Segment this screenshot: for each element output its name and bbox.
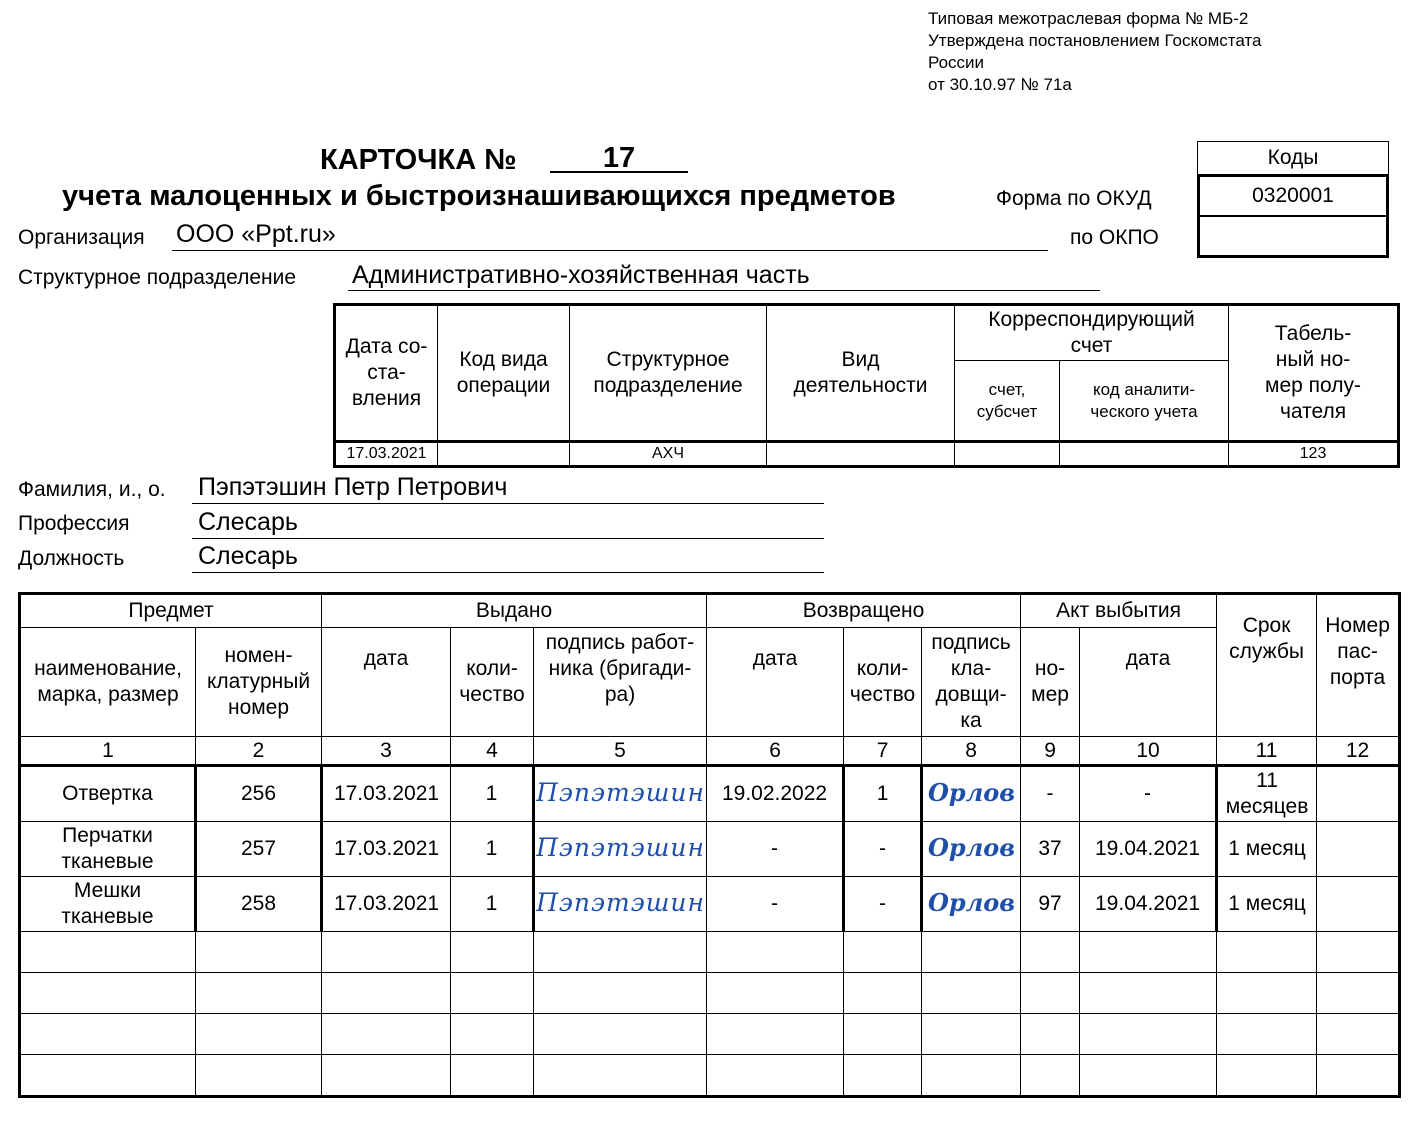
- empty-cell[interactable]: [322, 1055, 451, 1097]
- table-row: [20, 766, 1400, 822]
- empty-cell[interactable]: [451, 932, 534, 973]
- empty-cell[interactable]: [1317, 932, 1400, 973]
- row-passport[interactable]: [1317, 766, 1400, 822]
- sub-name: наименование, марка, размер: [20, 628, 196, 737]
- row-act-date[interactable]: 19.04.2021: [1080, 877, 1217, 932]
- row-nomen[interactable]: 256: [196, 766, 322, 822]
- row-returned-sign[interactable]: [922, 877, 1021, 932]
- group-item: Предмет: [20, 594, 322, 628]
- row-nomen[interactable]: 257: [196, 822, 322, 877]
- empty-cell[interactable]: [451, 1014, 534, 1055]
- approval-line: Утверждена постановлением Госкомстата: [928, 31, 1262, 50]
- row-passport[interactable]: [1317, 822, 1400, 877]
- group-service: Срок службы: [1217, 594, 1317, 737]
- items-table: [18, 592, 1401, 1098]
- okud-value[interactable]: 0320001: [1252, 184, 1334, 207]
- card-number[interactable]: 17: [602, 142, 636, 174]
- row-returned-date[interactable]: -: [707, 822, 844, 877]
- col-number: 10: [1080, 737, 1217, 766]
- empty-row: [20, 973, 1400, 1014]
- row-act-date[interactable]: -: [1080, 766, 1217, 822]
- operation-table: [333, 303, 1400, 468]
- empty-cell[interactable]: [451, 1055, 534, 1097]
- codes-box: [1197, 174, 1389, 258]
- sub-issued-sign: подпись работ- ника (бригади- ра): [534, 628, 707, 737]
- row-issued-qty[interactable]: 1: [451, 766, 534, 822]
- cell-account[interactable]: [955, 442, 1060, 467]
- row-issued-sign[interactable]: [534, 766, 707, 822]
- okpo-label: по ОКПО: [1070, 226, 1159, 249]
- cell-date[interactable]: 17.03.2021: [335, 442, 438, 467]
- empty-cell[interactable]: [922, 1014, 1021, 1055]
- group-passport: Номер пас- порта: [1317, 594, 1400, 737]
- row-passport[interactable]: [1317, 877, 1400, 932]
- profession-value[interactable]: Слесарь: [198, 508, 298, 536]
- position-underline: [192, 572, 824, 573]
- empty-cell[interactable]: [534, 932, 707, 973]
- empty-cell[interactable]: [1021, 973, 1080, 1014]
- row-returned-qty[interactable]: -: [844, 822, 922, 877]
- name-label: Фамилия, и., о.: [18, 478, 166, 501]
- signature: Орлов: [928, 888, 1016, 917]
- empty-cell[interactable]: [707, 932, 844, 973]
- empty-row: [20, 932, 1400, 973]
- sub-nomen: номен- клатурный номер: [196, 628, 322, 737]
- sub-issued-qty: коли- чество: [451, 628, 534, 737]
- empty-cell[interactable]: [1317, 1014, 1400, 1055]
- empty-cell[interactable]: [844, 973, 922, 1014]
- signature: Пэпэтэшин: [536, 778, 705, 807]
- empty-cell[interactable]: [1080, 973, 1217, 1014]
- row-service[interactable]: 1 месяц: [1217, 877, 1317, 932]
- form-header-note: [928, 8, 1261, 96]
- cell-tab-number[interactable]: 123: [1229, 442, 1399, 467]
- organization-label: Организация: [18, 226, 145, 249]
- header-corr-account: Корреспондирующий счет: [955, 305, 1229, 361]
- col-number: 2: [196, 737, 322, 766]
- division-underline: [348, 290, 1100, 291]
- group-returned: Возвращено: [707, 594, 1021, 628]
- empty-cell[interactable]: [1021, 1014, 1080, 1055]
- position-value[interactable]: Слесарь: [198, 542, 298, 570]
- form-type-line: Типовая межотраслевая форма № МБ-2: [928, 9, 1249, 28]
- row-name[interactable]: Перчатки тканевые: [20, 822, 196, 877]
- empty-cell[interactable]: [451, 973, 534, 1014]
- row-returned-sign[interactable]: [922, 766, 1021, 822]
- division-label: Структурное подразделение: [18, 266, 297, 289]
- profession-label: Профессия: [18, 512, 130, 535]
- row-nomen[interactable]: 258: [196, 877, 322, 932]
- empty-cell[interactable]: [1317, 1055, 1400, 1097]
- empty-cell[interactable]: [1217, 973, 1317, 1014]
- col-number: 6: [707, 737, 844, 766]
- empty-cell[interactable]: [534, 973, 707, 1014]
- position-label: Должность: [18, 547, 125, 570]
- row-issued-date[interactable]: 17.03.2021: [322, 766, 451, 822]
- empty-cell[interactable]: [20, 973, 196, 1014]
- row-returned-qty[interactable]: -: [844, 877, 922, 932]
- row-act-number[interactable]: 37: [1021, 822, 1080, 877]
- empty-row: [20, 1055, 1400, 1097]
- name-underline: [192, 503, 824, 504]
- col-number: 12: [1317, 737, 1400, 766]
- codes-block: [1197, 141, 1389, 258]
- empty-cell[interactable]: [1217, 1055, 1317, 1097]
- cell-division[interactable]: АХЧ: [570, 442, 767, 467]
- division-value[interactable]: Административно-хозяйственная часть: [352, 261, 810, 289]
- row-issued-qty[interactable]: 1: [451, 877, 534, 932]
- okpo-value[interactable]: [1200, 215, 1386, 255]
- signature: Пэпэтэшин: [536, 833, 705, 862]
- empty-cell[interactable]: [322, 973, 451, 1014]
- name-value[interactable]: Пэпэтэшин Петр Петрович: [198, 473, 508, 501]
- table-row: [20, 822, 1400, 877]
- sub-returned-qty: коли- чество: [844, 628, 922, 737]
- group-issued: Выдано: [322, 594, 707, 628]
- empty-cell[interactable]: [844, 932, 922, 973]
- cell-op-code[interactable]: [438, 442, 570, 467]
- signature: Пэпэтэшин: [536, 888, 705, 917]
- empty-cell[interactable]: [196, 973, 322, 1014]
- row-returned-sign[interactable]: [922, 822, 1021, 877]
- row-issued-qty[interactable]: 1: [451, 822, 534, 877]
- row-service[interactable]: 11 месяцев: [1217, 766, 1317, 822]
- row-returned-date[interactable]: 19.02.2022: [707, 766, 844, 822]
- approval-country-line: России: [928, 53, 985, 72]
- empty-cell[interactable]: [1217, 1014, 1317, 1055]
- empty-cell[interactable]: [1080, 1055, 1217, 1097]
- col-number: 9: [1021, 737, 1080, 766]
- empty-cell[interactable]: [1217, 932, 1317, 973]
- row-service[interactable]: 1 месяц: [1217, 822, 1317, 877]
- header-tab-number: Табель- ный но- мер полу- чателя: [1229, 305, 1399, 442]
- col-number: 4: [451, 737, 534, 766]
- row-issued-sign[interactable]: [534, 822, 707, 877]
- okud-label: Форма по ОКУД: [996, 187, 1152, 210]
- empty-cell[interactable]: [707, 1055, 844, 1097]
- empty-cell[interactable]: [1080, 1014, 1217, 1055]
- col-number: 5: [534, 737, 707, 766]
- header-op-code: Код вида операции: [438, 305, 570, 442]
- row-act-number[interactable]: -: [1021, 766, 1080, 822]
- empty-cell[interactable]: [844, 1055, 922, 1097]
- empty-row: [20, 1014, 1400, 1055]
- empty-cell[interactable]: [707, 1014, 844, 1055]
- empty-cell[interactable]: [196, 932, 322, 973]
- header-analytic: код аналити- ческого учета: [1060, 361, 1229, 442]
- empty-cell[interactable]: [1080, 932, 1217, 973]
- empty-cell[interactable]: [20, 1055, 196, 1097]
- empty-cell[interactable]: [707, 973, 844, 1014]
- sub-returned-sign: подпись кла- довщи- ка: [922, 628, 1021, 737]
- empty-cell[interactable]: [322, 932, 451, 973]
- empty-cell[interactable]: [1317, 973, 1400, 1014]
- row-name[interactable]: Мешки тканевые: [20, 877, 196, 932]
- card-title: КАРТОЧКА №: [320, 144, 517, 176]
- signature: Орлов: [928, 833, 1016, 862]
- cell-activity[interactable]: [767, 442, 955, 467]
- signature: Орлов: [928, 778, 1016, 807]
- organization-value[interactable]: ООО «Ppt.ru»: [176, 220, 336, 248]
- codes-header: Коды: [1197, 141, 1389, 174]
- cell-analytic[interactable]: [1060, 442, 1229, 467]
- col-number: 3: [322, 737, 451, 766]
- group-writeoff: Акт выбытия: [1021, 594, 1217, 628]
- col-number: 7: [844, 737, 922, 766]
- row-act-number[interactable]: 97: [1021, 877, 1080, 932]
- header-activity: Вид деятельности: [767, 305, 955, 442]
- approval-date-line: от 30.10.97 № 71а: [928, 75, 1072, 94]
- header-account: счет, субсчет: [955, 361, 1060, 442]
- sub-issued-date: дата: [322, 628, 451, 737]
- sub-returned-date: дата: [707, 628, 844, 737]
- empty-cell[interactable]: [534, 1014, 707, 1055]
- col-number: 1: [20, 737, 196, 766]
- sub-act-number: но- мер: [1021, 628, 1080, 737]
- empty-cell[interactable]: [1021, 1055, 1080, 1097]
- empty-cell[interactable]: [196, 1014, 322, 1055]
- row-issued-date[interactable]: 17.03.2021: [322, 822, 451, 877]
- header-division: Структурное подразделение: [570, 305, 767, 442]
- empty-cell[interactable]: [922, 932, 1021, 973]
- row-issued-date[interactable]: 17.03.2021: [322, 877, 451, 932]
- row-returned-date[interactable]: -: [707, 877, 844, 932]
- empty-cell[interactable]: [922, 1055, 1021, 1097]
- profession-underline: [192, 538, 824, 539]
- card-subtitle: учета малоценных и быстроизнашивающихся предметов: [62, 180, 896, 212]
- row-name[interactable]: Отвертка: [20, 766, 196, 822]
- table-row: [20, 877, 1400, 932]
- empty-cell[interactable]: [322, 1014, 451, 1055]
- empty-cell[interactable]: [844, 1014, 922, 1055]
- col-number: 11: [1217, 737, 1317, 766]
- row-issued-sign[interactable]: [534, 877, 707, 932]
- empty-cell[interactable]: [20, 1014, 196, 1055]
- empty-cell[interactable]: [196, 1055, 322, 1097]
- header-date: Дата со- ста- вления: [335, 305, 438, 442]
- empty-cell[interactable]: [20, 932, 196, 973]
- row-returned-qty[interactable]: 1: [844, 766, 922, 822]
- col-number: 8: [922, 737, 1021, 766]
- empty-cell[interactable]: [534, 1055, 707, 1097]
- sub-act-date: дата: [1080, 628, 1217, 737]
- row-act-date[interactable]: 19.04.2021: [1080, 822, 1217, 877]
- organization-underline: [172, 250, 1048, 251]
- empty-cell[interactable]: [922, 973, 1021, 1014]
- empty-cell[interactable]: [1021, 932, 1080, 973]
